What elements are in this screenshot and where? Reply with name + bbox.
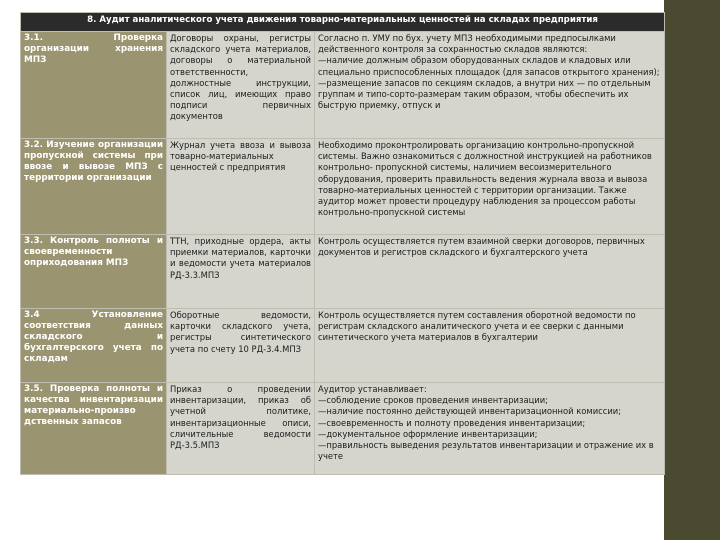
procedure-cell bbox=[315, 235, 665, 309]
procedure-line: Аудитор устанавливает: bbox=[318, 384, 427, 394]
procedure-cell bbox=[315, 139, 665, 235]
table-row bbox=[21, 139, 665, 235]
procedure-cell bbox=[315, 383, 665, 475]
procedure-line: —наличие должным образом оборудованных складов и кладовых или специально приспособленных площадок (для запасов открытого хранения); bbox=[318, 55, 660, 77]
procedure-line: Необходимо проконтролировать организацию контрольно-пропускной системы. Важно ознакомиться с должностной инструкцией на работников контрольно- пропускной системы, наличием весоизмерительного оборудования, проверить правильность ведения журнала ввоза и вывоза товарно-материальных ценностей с территории организации. Также аудитор может провести процедуру наблюдения за процессом работы контрольно-пропускной системы bbox=[318, 140, 652, 218]
procedure-cell bbox=[315, 309, 665, 383]
audit-step-cell: 3.3. Контроль полноты и своевременности оприходования МПЗ bbox=[21, 235, 167, 309]
documents-cell: Приказ о проведении инвентаризации, приказ об учетной политике, инвентаризационные описи, сличительные ведомости РД-3.5.МПЗ bbox=[167, 383, 315, 475]
procedure-line: —размещение запасов по секциям складов, а внутри них — по отдельным группам и типо-сорто-размерам таким образом, чтобы обеспечить их быструю приемку, отпуск и bbox=[318, 77, 651, 111]
procedure-line: Контроль осуществляется путем взаимной сверки договоров, первичных документов и регистров складского и бухгалтерского учета bbox=[318, 236, 645, 258]
documents-cell: Договоры охраны, регистры складского учета материалов, договоры о материальной ответственности, должностные инструкции, список лиц, имеющих право подписи первичных документов bbox=[167, 32, 315, 139]
decorative-side-bar bbox=[664, 0, 720, 540]
table-row bbox=[21, 309, 665, 383]
procedure-line: —правильность выведения результатов инвентаризации и отражение их в учете bbox=[318, 440, 654, 462]
documents-cell: Оборотные ведомости, карточки складского учета, регистры синтетического учета по счету 10 РД-3.4.МПЗ bbox=[167, 309, 315, 383]
table-header-row bbox=[21, 13, 665, 32]
procedure-line: Контроль осуществляется путем составления оборотной ведомости по регистрам складского аналитического учета и ее сверки с данными синтетического учета материалов в бухгалтерии bbox=[318, 310, 636, 343]
procedure-line: —соблюдение сроков проведения инвентаризации; bbox=[318, 395, 548, 406]
table-row bbox=[21, 235, 665, 309]
table-row bbox=[21, 32, 665, 139]
procedure-cell bbox=[315, 32, 665, 139]
audit-table-container bbox=[20, 12, 664, 475]
audit-table bbox=[20, 12, 665, 475]
procedure-line: —документальное оформление инвентаризации; bbox=[318, 428, 538, 439]
table-title: 8. Аудит аналитического учета движения товарно-материальных ценностей на складах предприятия bbox=[21, 13, 665, 32]
procedure-line: —наличие постоянно действующей инвентаризационной комиссии; bbox=[318, 406, 622, 417]
procedure-line: —своевременность и полноту проведения инвентаризации; bbox=[318, 417, 586, 428]
audit-step-cell: 3.4 Установление соответствия данных складского и бухгалтерского учета по складам bbox=[21, 309, 167, 383]
table-row bbox=[21, 383, 665, 475]
procedure-line: Согласно п. УМУ по бух. учету МПЗ необходимыми предпосылками действенного контроля за сохранностью складов являются: bbox=[318, 33, 616, 55]
audit-step-cell: 3.2. Изучение организации пропускной системы при ввозе и вывозе МПЗ с территории организации bbox=[21, 139, 167, 235]
audit-step-cell: 3.1. Проверка организации хранения МПЗ bbox=[21, 32, 167, 139]
documents-cell: Журнал учета ввоза и вывоза товарно-материальных ценностей с предприятия bbox=[167, 139, 315, 235]
documents-cell: ТТН, приходные ордера, акты приемки материалов, карточки и ведомости учета материалов РД-3.3.МПЗ bbox=[167, 235, 315, 309]
audit-step-cell: 3.5. Проверка полноты и качества инвентаризации материально-произво дственных запасов bbox=[21, 383, 167, 475]
